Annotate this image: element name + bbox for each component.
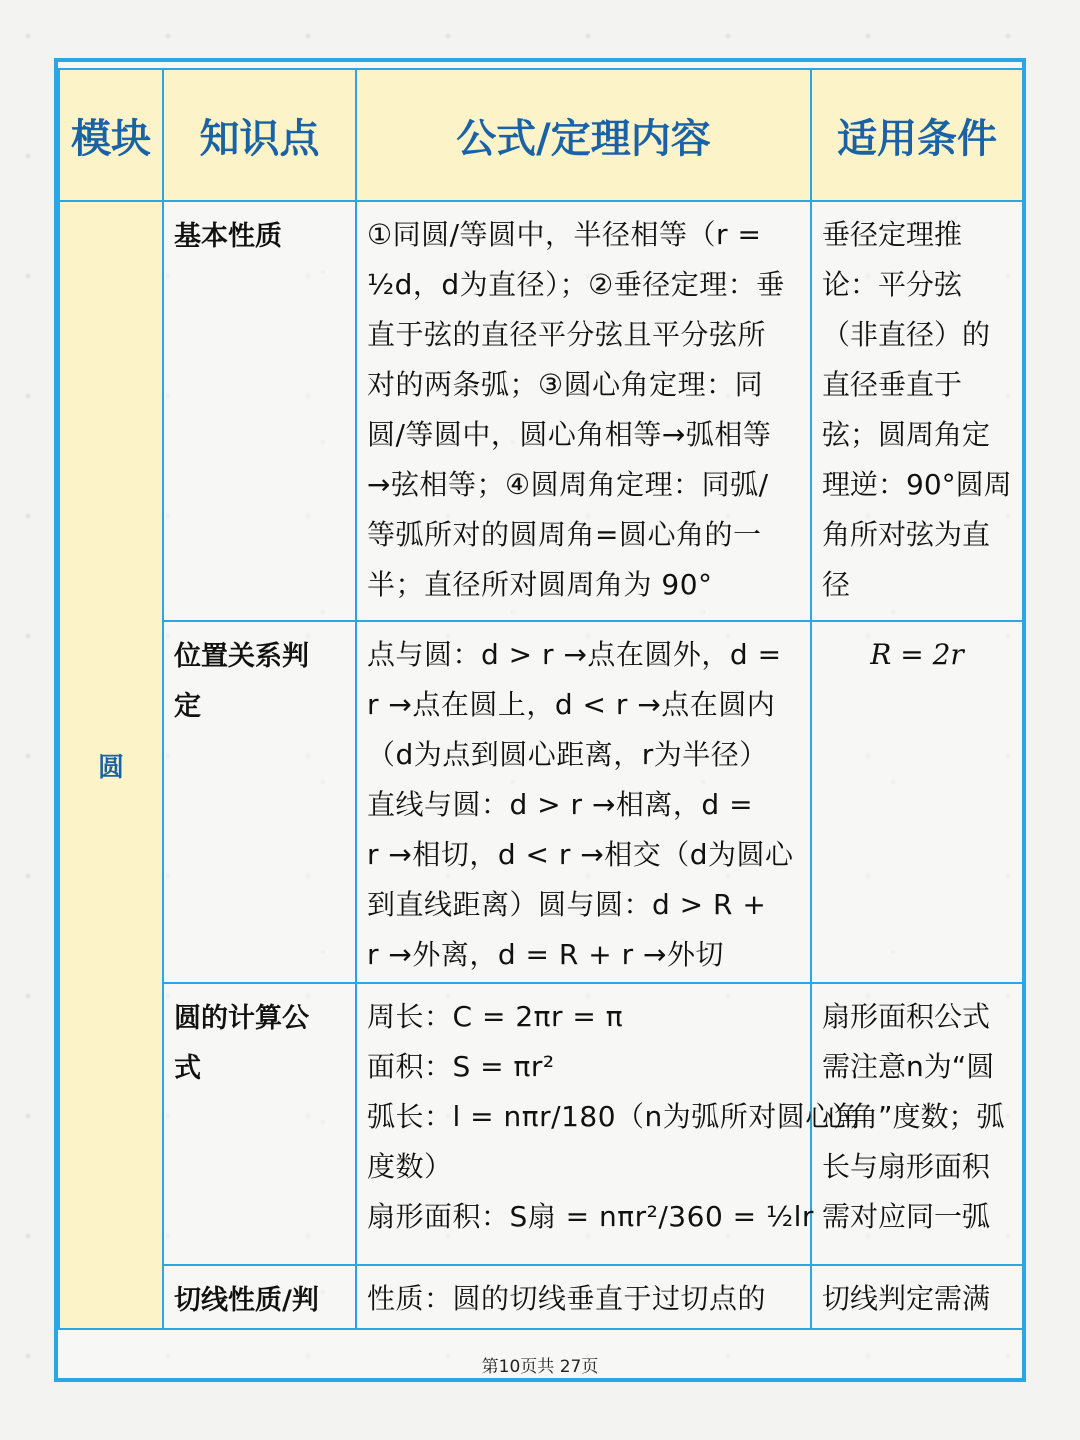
header-formula: 公式/定理内容: [356, 69, 811, 201]
content-line: 到直线距离）圆与圆：d > R +: [367, 888, 767, 921]
condition-line: 径: [822, 568, 851, 601]
content-line: ①同圆/等圆中，半径相等（r =: [367, 218, 762, 251]
content-line: r →外离，d = R + r →外切: [367, 938, 724, 971]
knowledge-point-line: 圆的计算公: [174, 1003, 309, 1034]
condition-line: （非直径）的: [822, 318, 991, 351]
condition-cell: [811, 201, 1023, 621]
content-line: 扇形面积：S扇 = nπr²/360 = ½lr: [367, 1200, 814, 1233]
table-row: [59, 621, 1023, 983]
condition-cell: R = 2r: [811, 621, 1023, 983]
condition-line: 直径垂直于: [822, 368, 963, 401]
knowledge-point-cell: 基本性质: [163, 201, 356, 621]
condition-line: 需注意n为“圆: [822, 1050, 995, 1083]
module-cell: 圆: [59, 201, 163, 1329]
condition-line: 角所对弦为直: [822, 518, 991, 551]
condition-line: 垂径定理推: [822, 218, 963, 251]
condition-line: 扇形面积公式: [822, 1000, 991, 1033]
knowledge-point-cell: 切线性质/判: [163, 1265, 356, 1329]
content-line: 点与圆：d > r →点在圆外，d =: [367, 638, 782, 671]
content-line: r →相切，d < r →相交（d为圆心: [367, 838, 794, 871]
knowledge-point-cell: [163, 983, 356, 1265]
knowledge-point-line: 式: [174, 1053, 201, 1084]
condition-cell: 切线判定需满: [811, 1265, 1023, 1329]
content-line: 直线与圆：d > r →相离，d =: [367, 788, 754, 821]
content-line: 等弧所对的圆周角=圆心角的一: [367, 518, 762, 551]
table-row: [59, 983, 1023, 1265]
content-line: →弦相等；④圆周角定理：同弧/: [367, 468, 769, 501]
condition-line: 长与扇形面积: [822, 1150, 991, 1183]
table-row: [59, 201, 1023, 621]
content-line: r →点在圆上，d < r →点在圆内: [367, 688, 776, 721]
content-line: 半；直径所对圆周角为 90°: [367, 568, 713, 601]
table-header-row: [59, 69, 1023, 201]
knowledge-point-line: 位置关系判: [174, 641, 309, 672]
table-row: [59, 1265, 1023, 1329]
content-line: 对的两条弧；③圆心角定理：同: [367, 368, 764, 401]
condition-line: 需对应同一弧: [822, 1200, 991, 1233]
header-condition: 适用条件: [811, 69, 1023, 201]
content-line: 直于弦的直径平分弦且平分弦所: [367, 318, 767, 351]
content-line: （d为点到圆心距离，r为半径）: [367, 738, 768, 771]
content-cell: [356, 621, 811, 983]
condition-cell: [811, 983, 1023, 1265]
page-frame: [54, 58, 1026, 1382]
formula-table: [58, 68, 1024, 1330]
knowledge-point-cell: [163, 621, 356, 983]
content-line: 度数）: [367, 1150, 453, 1183]
content-line: 面积：S = πr²: [367, 1050, 555, 1083]
condition-line: 论：平分弦: [822, 268, 963, 301]
condition-line: 理逆：90°圆周: [822, 468, 1012, 501]
header-module: 模块: [59, 69, 163, 201]
content-line: 周长：C = 2πr = π: [367, 1000, 624, 1033]
content-cell: 性质：圆的切线垂直于过切点的: [356, 1265, 811, 1329]
content-line: 圆/等圆中，圆心角相等→弧相等: [367, 418, 772, 451]
condition-line: 弦；圆周角定: [822, 418, 991, 451]
content-line: 弧长：l = nπr/180（n为弧所对圆心角: [367, 1100, 863, 1133]
condition-line: 心角”度数；弧: [822, 1100, 1005, 1133]
content-line: ½d，d为直径）；②垂径定理：垂: [367, 268, 785, 301]
content-cell: [356, 983, 863, 1265]
content-cell: [356, 201, 811, 621]
knowledge-point-line: 定: [174, 691, 201, 722]
header-knowledge-point: 知识点: [163, 69, 356, 201]
page-number: 第10页共 27页: [481, 1357, 599, 1377]
